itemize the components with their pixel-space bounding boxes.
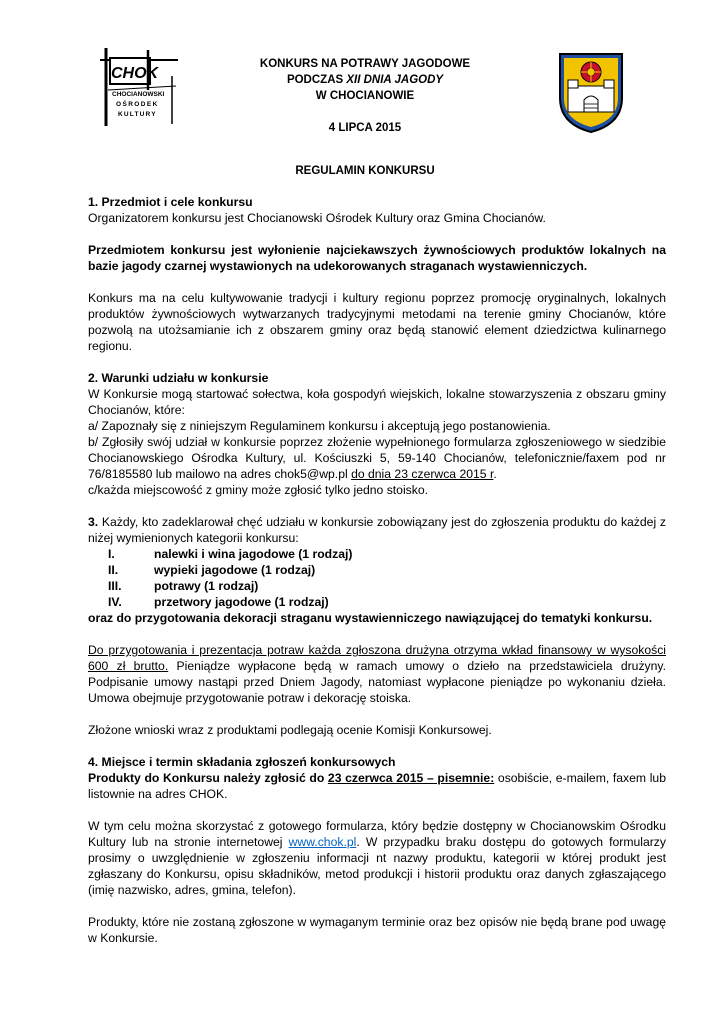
- svg-text:CHOCIANOWSKI: CHOCIANOWSKI: [112, 91, 165, 98]
- section-4: [88, 754, 666, 946]
- section-1-organizer: Organizatorem konkursu jest Chocianowski Ośrodek Kultury oraz Gmina Chocianów.: [88, 211, 546, 225]
- regulamin-heading: REGULAMIN KONKURSU: [295, 165, 435, 177]
- chok-logo: [98, 46, 184, 128]
- form-info: [88, 818, 666, 898]
- chok-website-link[interactable]: www.chok.pl: [288, 835, 357, 849]
- form-info-text: W tym celu można skorzystać z gotowego formularza, który będzie dostępny w Chocianowskim Ośrodku Kultury lub na stronie internetowej: [88, 819, 666, 849]
- section-1-subject: Przedmiotem konkursu jest wyłonienie najciekawszych żywnościowych produktów lokalnych na bazie jagody czarnej wystawionych na udekorowanych straganach wystawienniczych.: [88, 243, 666, 273]
- category-label: potrawy (1 rodzaj): [154, 579, 259, 593]
- form-info-details: . W przypadku braku dostępu do gotowych formularzy prosimy o uwzględnienie w zgłoszeniu informacji nt nazwy produktu, kategorii w której produkt jest zgłaszany do Konkursu, opisu składników, metod produkcji i historii produktu oraz danych zgłaszającego (imię nazwisko, adres, gmina, telefon).: [88, 835, 666, 897]
- section-4-heading: 4. Miejsce i termin składania zgłoszeń konkursowych: [88, 755, 396, 769]
- category-number: III.: [108, 579, 122, 593]
- condition-b-end: .: [493, 467, 497, 481]
- category-item: [88, 562, 666, 578]
- section-3-intro: [88, 514, 666, 546]
- svg-text:KULTURY: KULTURY: [118, 111, 157, 118]
- section-3-intro-text: Każdy, kto zadeklarował chęć udziału w konkursie zobowiązany jest do zgłoszenia produktu do każdej z niżej wymienionych kategorii konkursu:: [88, 515, 666, 545]
- submission-deadline-lead: Produkty do Konkursu należy zgłosić do: [88, 771, 328, 785]
- title-line-1: KONKURS NA POTRAWY JAGODOWE: [259, 58, 471, 70]
- decoration-requirement: oraz do przygotowania dekoracji straganu wystawienniczego nawiązującej do tematyki konkursu.: [88, 611, 653, 625]
- title-block: [230, 56, 500, 179]
- submission-deadline: [88, 770, 666, 802]
- title-line-2: [230, 72, 500, 88]
- late-submission-note: Produkty, które nie zostaną zgłoszone w wymaganym terminie oraz bez opisów nie będą brane pod uwagę w Konkursie.: [88, 915, 666, 945]
- category-label: wypieki jagodowe (1 rodzaj): [154, 563, 316, 577]
- category-number: IV.: [108, 595, 122, 609]
- chok-logo-graphic: [98, 46, 184, 128]
- title-line-3: W CHOCIANOWIE: [315, 90, 415, 102]
- funding-amount-text: Do przygotowania i prezentacja potraw każda zgłoszona drużyna otrzyma wkład finansowy w wysokości 600 zł brutto.: [88, 643, 666, 673]
- section-2-heading: 2. Warunki udziału w konkursie: [88, 371, 269, 385]
- svg-text:CHOK: CHOK: [111, 65, 159, 82]
- chocianow-coat-of-arms: [556, 50, 626, 134]
- section-2-eligibility: W Konkursie mogą startować sołectwa, koła gospodyń wiejskich, lokalne stowarzyszenia z obszaru gminy Chocianów, które:: [88, 387, 666, 417]
- category-item: [88, 578, 666, 594]
- funding-paragraph: [88, 642, 666, 706]
- regulation-content: [88, 194, 666, 946]
- section-2: [88, 370, 666, 498]
- category-label: nalewki i wina jagodowe (1 rodzaj): [154, 547, 353, 561]
- condition-a: a/ Zapoznały się z niniejszym Regulaminem konkursu i akceptują jego postanowienia.: [88, 419, 551, 433]
- section-1-heading: 1. Przedmiot i cele konkursu: [88, 195, 253, 209]
- evaluation-note: Złożone wnioski wraz z produktami podlegają ocenie Komisji Konkursowej.: [88, 723, 492, 737]
- condition-b-deadline: do dnia 23 czerwca 2015 r: [351, 467, 494, 481]
- section-1-goals: Konkurs ma na celu kultywowanie tradycji i kultury regionu poprzez promocję oryginalnych, lokalnych produktów żywnościowych wytwarzanych tradycyjnymi metodami na terenie gminy Chocianów, które pozwolą na utożsamianie ich z obszarem gminy oraz będą stanowić element dziedzictwa kulinarnego regionu.: [88, 291, 666, 353]
- title-line-2-pre: PODCZAS: [286, 74, 347, 86]
- condition-b: [88, 434, 666, 482]
- section-3-number: 3.: [88, 515, 99, 529]
- category-item: [88, 594, 666, 610]
- category-number: II.: [108, 563, 119, 577]
- title-line-2-event: XII DNIA JAGODY: [346, 74, 444, 86]
- submission-date: 23 czerwca 2015 – pisemnie:: [327, 771, 495, 785]
- section-3: [88, 514, 666, 738]
- condition-b-text: b/ Zgłosiły swój udział w konkursie poprzez złożenie wypełnionego formularza zgłoszeniowego w siedzibie Chocianowskiego Ośrodka Kultury, ul. Kościuszki 5, 59-140 Chocianów, telefonicznie/faxem pod nr 76/8185580 lub mailowo na adres chok5@wp.pl: [88, 435, 666, 481]
- section-1: [88, 194, 666, 354]
- submission-methods: osobiście, e-mailem, faxem lub listownie na adres CHOK.: [88, 771, 666, 801]
- funding-details: Pieniądze wypłacone będą w ramach umowy o dzieło na przedstawiciela drużyny. Podpisanie umowy nastąpi przed Dniem Jagody, natomiast wypłacone pieniądze po wykonaniu dzieła. Umowa obejmuje przygotowanie potraw i dekorację stoiska.: [88, 659, 667, 705]
- condition-c: c/każda miejscowość z gminy może zgłosić tylko jedno stoisko.: [88, 483, 429, 497]
- event-date: 4 LIPCA 2015: [328, 122, 402, 134]
- category-number: I.: [108, 547, 115, 561]
- category-item: [88, 546, 666, 562]
- svg-text:OŚRODEK: OŚRODEK: [116, 101, 159, 108]
- category-label: przetwory jagodowe (1 rodzaj): [154, 595, 329, 609]
- crest-graphic: [556, 50, 626, 134]
